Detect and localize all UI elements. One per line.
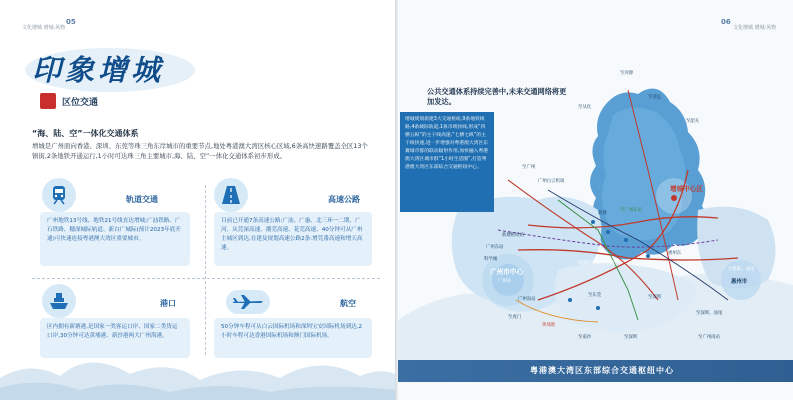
horizontal-divider	[32, 278, 380, 279]
right-page-number: 06	[721, 18, 731, 26]
port-title: 港口	[160, 299, 176, 308]
left-header-line2: 文化增城 增城·风物	[22, 25, 66, 31]
map-label-xintang: 新塘	[598, 211, 607, 216]
air-title: 航空	[340, 299, 356, 308]
map-label-guangzhou-center: 广州市中心	[490, 268, 523, 276]
map-label-huangpu: 黄埔港	[542, 323, 556, 328]
right-header-line2: 文化增城 增城·风物	[733, 25, 777, 31]
section-body: 增城是广州面向香港、深圳、东莞等珠三角东岸城市的重要节点,地处粤港澳大湾区核心区域,6条高快速路覆盖全区13个镇街,2条地铁开通运行,1小时可达珠三角主要城市,海、陆、空”一体化交通体系初步形成。	[32, 142, 368, 160]
map-label-kexuecheng: 科学城	[484, 257, 498, 262]
seal-icon	[40, 93, 56, 109]
page-subtitle: 区位交通	[62, 98, 99, 108]
vertical-divider	[205, 185, 206, 355]
map-label-zhiguangzhou-n: 至广州	[522, 165, 536, 170]
map-label-baiyun-airport: 广州白云机场	[538, 179, 565, 184]
map-label-humen: 至虎门	[508, 315, 522, 320]
train-icon	[42, 178, 76, 212]
map-label-huizhou2: 惠州东	[668, 251, 682, 256]
info-box: 增城规划新建3大交通枢纽,9条地铁线路,4条城际轨道,1条市域快线,形成“四横五纵”的主干线高速,“七横七纵”的主干线快速,进一步增强对粤港澳大湾区东翼城市群的联动辐射作用,加快融入粤港澳大湾区城市群“1小时生活圈”,打造粤港澳大湾区东部综合交通枢纽中心。	[400, 112, 494, 212]
left-page-number: 05	[66, 18, 76, 26]
left-page	[0, 0, 395, 400]
ship-icon	[42, 284, 76, 318]
banner-text: 粤港澳大湾区东部综合交通枢纽中心	[530, 366, 674, 375]
port-card: 区内拥有新塘港,是国家一类客运口岸、国家二类货运口岸,30分钟可达黄埔港、新沙港两大广州海港。	[40, 318, 190, 358]
road-icon	[214, 178, 248, 212]
map-label-zhiguangzhou-s: 至广州南站	[698, 335, 720, 340]
map-label-xintang-hub: 新塘枢纽站	[502, 233, 524, 238]
map-label-shanwei: 至深圳、汕尾	[696, 311, 723, 316]
map-label-zhuzhong: 至广州东站	[620, 208, 642, 213]
map-label-huizhou: 惠州市	[731, 279, 748, 285]
map-label-huiyang: 至惠阳、汕尾	[728, 267, 755, 272]
map-label-conghua: 至从化	[578, 105, 592, 110]
airplane-icon	[226, 290, 270, 314]
rail-title: 轨道交通	[126, 195, 158, 204]
highway-card: 目前已开通7条高速公路:广汕、广惠、北三环一二期、广河、从莞深高速、潮莞高速、花莞高速、40分钟可从广州主城区到达,在建及规划高速公路2条:增莞番高速和增天高速。	[214, 212, 372, 266]
map-label-zengcheng-dev: 增城经济技术开发区	[578, 261, 618, 266]
map-label-nansha: 至南沙	[578, 335, 592, 340]
map-label-shenzhen2: 至深圳	[624, 335, 638, 340]
rail-card: 广州地铁13号线、地铁21号线直达增城;广汕铁路、广石铁路、穗深城际轨道、新白广城际(预计2023年底开通)可快速连接粤港澳大湾区重要城市。	[40, 212, 190, 266]
section-heading: “海、陆、空”一体化交通体系	[32, 129, 139, 138]
map-label-zhishaoguan: 至韶关	[686, 119, 700, 124]
page-title: 印象增城	[32, 53, 165, 87]
map-label-dongguan: 至东莞	[588, 293, 602, 298]
mountain-decoration	[0, 340, 395, 400]
map-label-shenzhen: 至深圳	[648, 295, 662, 300]
map-label-zengcheng-center: 增城中心区	[670, 185, 703, 193]
map-label-zhiqingyuan: 至清远	[648, 95, 662, 100]
map-label-gz-south: 广州南站	[518, 297, 536, 302]
highway-title: 高速公路	[328, 195, 360, 204]
info-heading: 公共交通体系持续完善中,未来交通网络将更加发达。	[427, 87, 567, 106]
map-label-gz-east: 广州东站	[486, 245, 504, 250]
map-label-guangzhou-station: 广州站	[498, 279, 512, 284]
air-card: 50分钟车程可从白云国际机场和深圳宝安国际机场到达,2小时车程可达香港国际机场和澳门国际机场。	[214, 318, 372, 358]
map-label-zhiheyuan: 至河源	[620, 71, 634, 76]
